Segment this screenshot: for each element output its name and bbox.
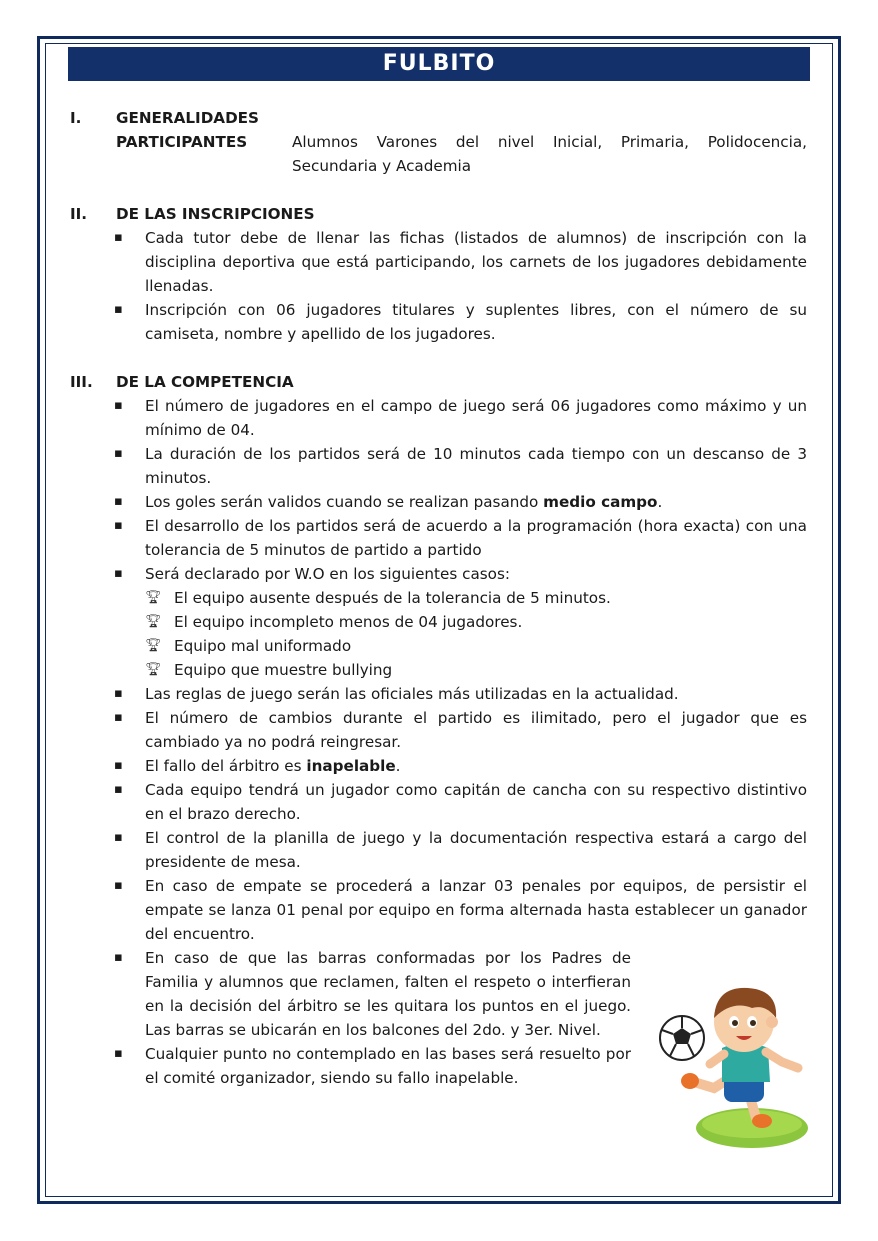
participants-row (70, 130, 807, 178)
sub-list-item: 🏆︎ El equipo ausente después de la tolerancia de 5 minutos. (145, 586, 807, 610)
section-number: II. (70, 205, 88, 223)
list-item: ▪ El desarrollo de los partidos será de acuerdo a la programación (hora exacta) con una tolerancia de 5 minutos de partido a partido (70, 514, 807, 562)
trophy-icon: 🏆︎ (145, 590, 162, 605)
sub-list-item: 🏆︎ Equipo mal uniformado (145, 634, 807, 658)
list-item: ▪ En caso de empate se procederá a lanzar 03 penales por equipos, de persistir el empate se lanza 01 penal por equipo en forma alternada hasta establecer un ganador del encuentro. (70, 874, 807, 946)
emphasis-text: medio campo (543, 493, 658, 511)
list-item: ▪ El número de cambios durante el partido es ilimitado, pero el jugador que es cambiado ya no podrá reingresar. (70, 706, 807, 754)
emphasis-text: inapelable (306, 757, 396, 775)
list-item: ▪ Cualquier punto no contemplado en las bases será resuelto por el comité organizador, siendo su fallo inapelable. (70, 1042, 807, 1090)
trophy-icon: 🏆︎ (145, 614, 162, 629)
list-item: ▪ El control de la planilla de juego y la documentación respectiva estará a cargo del presidente de mesa. (70, 826, 807, 874)
list-item: ▪ Será declarado por W.O en los siguientes casos: 🏆︎ El equipo ausente después de la tolerancia de 5 minutos. 🏆︎ El equipo incompleto menos de 04 jugadores. 🏆︎ Equipo mal uniformado 🏆︎ Equipo que muestre bullying (70, 562, 807, 682)
list-item: ▪ Los goles serán validos cuando se realizan pasando medio campo. (70, 490, 807, 514)
participants-label: PARTICIPANTES (116, 133, 248, 151)
list-item: ▪ Inscripción con 06 jugadores titulares y suplentes libres, con el número de su camiseta, nombre y apellido de los jugadores. (70, 298, 807, 346)
inscripciones-list (70, 226, 807, 346)
trophy-icon: 🏆︎ (145, 662, 162, 677)
participants-text: Alumnos Varones del nivel Inicial, Primaria, Polidocencia, Secundaria y Academia (292, 133, 807, 175)
section-heading-generalidades (70, 106, 807, 130)
list-item: ▪ En caso de que las barras conformadas por los Padres de Familia y alumnos que reclamen, falten el respeto o interfieran en la decisión del árbitro se les quitara los puntos en el juego. Las barras se ubicarán en los balcones del 2do. y 3er. Nivel. (70, 946, 807, 1042)
sub-list-item: 🏆︎ El equipo incompleto menos de 04 jugadores. (145, 610, 807, 634)
list-item: ▪ Las reglas de juego serán las oficiales más utilizadas en la actualidad. (70, 682, 807, 706)
list-item: ▪ El número de jugadores en el campo de juego será 06 jugadores como máximo y un mínimo de 04. (70, 394, 807, 442)
section-title: DE LA COMPETENCIA (116, 373, 294, 391)
section-title: DE LAS INSCRIPCIONES (116, 205, 315, 223)
section-number: III. (70, 373, 93, 391)
section-heading-competencia (70, 370, 807, 394)
list-item: ▪ Cada equipo tendrá un jugador como capitán de cancha con su respectivo distintivo en el brazo derecho. (70, 778, 807, 826)
section-heading-inscripciones (70, 202, 807, 226)
trophy-icon: 🏆︎ (145, 638, 162, 653)
document-title: FULBITO (68, 47, 810, 81)
list-item: ▪ La duración de los partidos será de 10 minutos cada tiempo con un descanso de 3 minutos. (70, 442, 807, 490)
section-title: GENERALIDADES (116, 109, 259, 127)
document-body (70, 106, 807, 1090)
list-item: ▪ El fallo del árbitro es inapelable. (70, 754, 807, 778)
section-number: I. (70, 109, 82, 127)
sub-list-item: 🏆︎ Equipo que muestre bullying (145, 658, 807, 682)
wo-cases-list (145, 586, 807, 682)
list-item: ▪ Cada tutor debe de llenar las fichas (listados de alumnos) de inscripción con la disciplina deportiva que está participando, los carnets de los jugadores debidamente llenadas. (70, 226, 807, 298)
boy-kicking-soccer-ball-illustration (652, 978, 812, 1156)
